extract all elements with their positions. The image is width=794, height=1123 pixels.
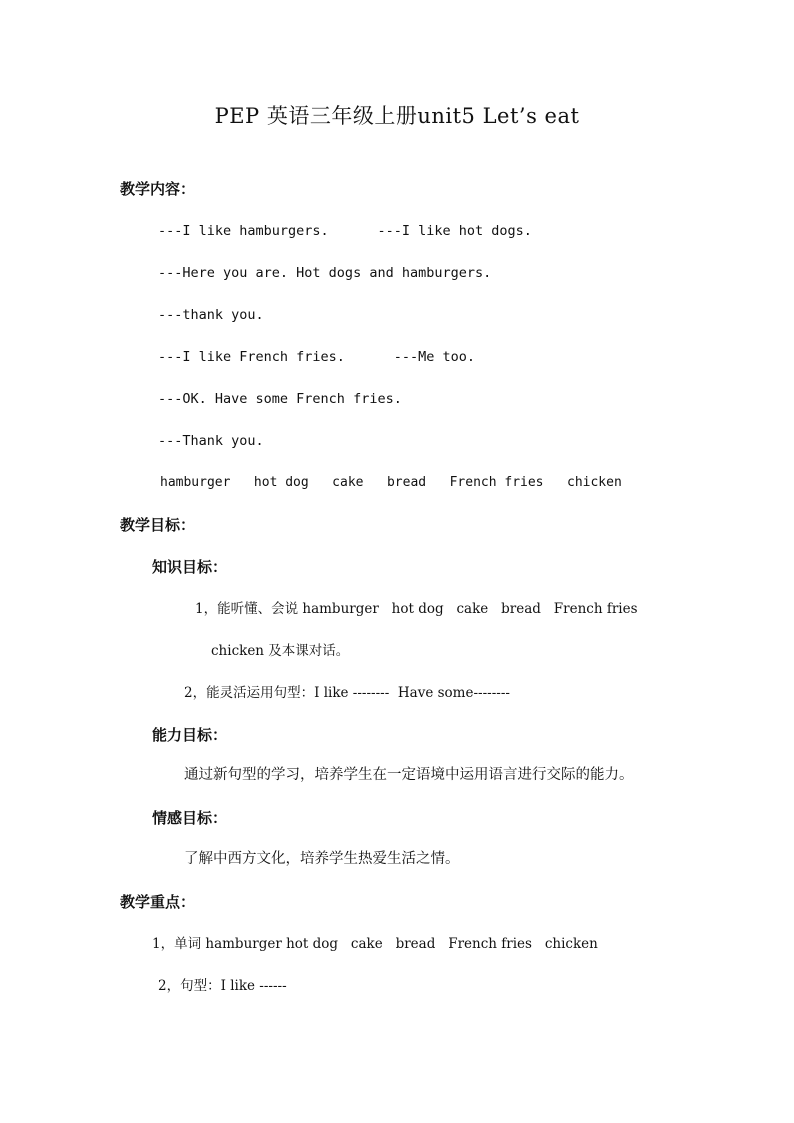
dialogue-line: ---Here you are. Hot dogs and hamburgers. [158,265,492,281]
key-point-1: 1，单词 hamburger hot dog cake bread French fries chicken [152,936,598,952]
dialogue-line: ---OK. Have some French fries. [158,391,402,407]
document-title: PEP 英语三年级上册unit5 Let’s eat [214,104,580,128]
section-heading-key-points: 教学重点： [120,893,196,911]
knowledge-item-1: 1，能听懂、会说 hamburger hot dog cake bread French fries [195,601,638,617]
dialogue-line: ---I like French fries. ---Me too. [158,349,475,365]
subheading-knowledge: 知识目标： [152,558,228,576]
dialogue-line: ---thank you. [158,307,264,323]
dialogue-line: ---I like hamburgers. ---I like hot dogs. [158,223,532,239]
knowledge-item-1-cont: chicken 及本课对话。 [211,643,350,659]
emotion-text: 了解中西方文化，培养学生热爱生活之情。 [184,851,460,867]
key-point-2: 2，句型：I like ------ [158,978,287,994]
vocabulary-line: hamburger hot dog cake bread French fries chicken [160,475,622,490]
dialogue-line: ---Thank you. [158,433,264,449]
knowledge-item-2: 2，能灵活运用句型：I like -------- Have some-------- [184,685,510,701]
section-heading-goals: 教学目标： [120,516,196,534]
ability-text: 通过新句型的学习，培养学生在一定语境中运用语言进行交际的能力。 [184,767,634,783]
section-heading-content: 教学内容： [120,180,196,198]
subheading-ability: 能力目标： [152,726,228,744]
subheading-emotion: 情感目标： [152,809,228,827]
